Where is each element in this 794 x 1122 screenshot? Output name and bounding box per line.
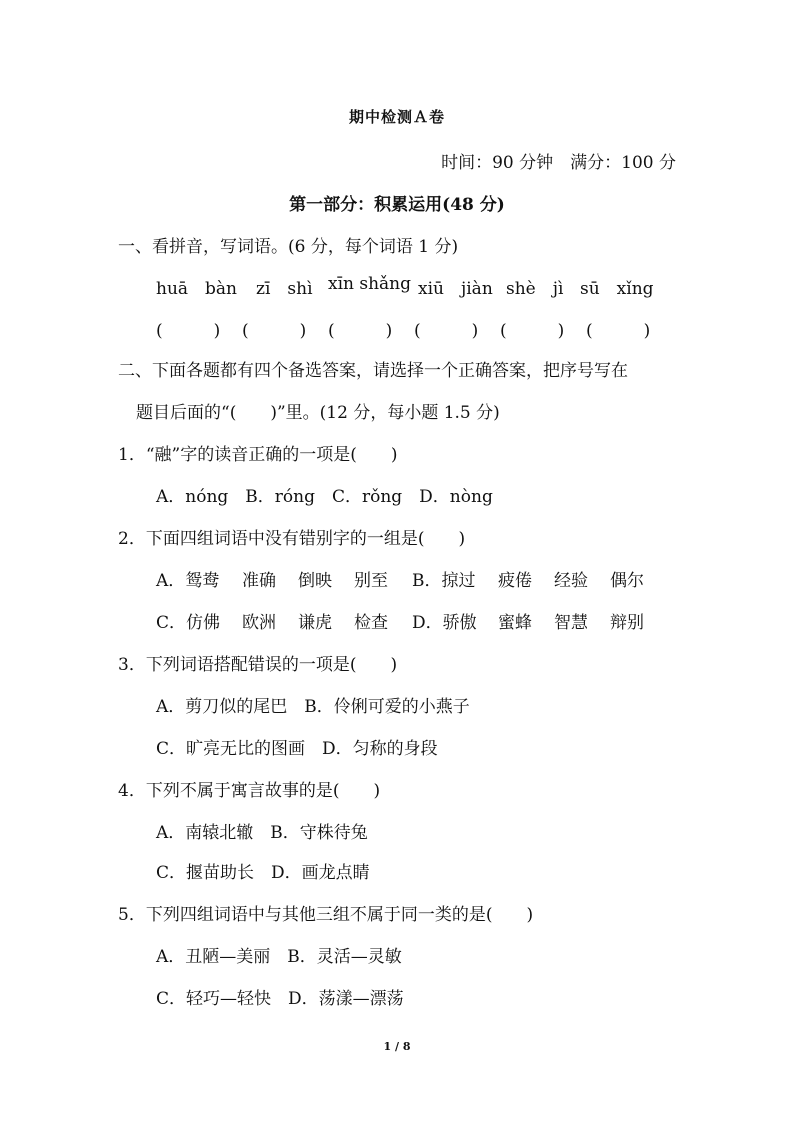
- pinyin-item: huā bàn: [156, 279, 237, 299]
- item-5-options-row2: C．轻巧—轻快 D．荡漾—漂荡: [156, 989, 404, 1009]
- question-2-stem-line1: 二、下面各题都有四个备选答案，请选择一个正确答案，把序号写在: [118, 361, 628, 381]
- pinyin-row: [0, 274, 794, 299]
- item-1-stem: 1．“融”字的读音正确的一项是( ): [118, 445, 398, 465]
- option-word: 经验: [554, 571, 588, 591]
- question-1-stem: 一、看拼音，写词语。(6 分，每个词语 1 分): [118, 237, 459, 257]
- page-number: 1 / 8: [383, 1040, 411, 1053]
- question-2-stem-line2: 题目后面的“( )”里。(12 分，每小题 1.5 分): [136, 403, 500, 423]
- option-word: 准确: [242, 571, 276, 591]
- answer-blank[interactable]: ( ): [414, 321, 479, 341]
- pinyin-item: xīn shǎng: [328, 274, 412, 294]
- option-word: D．骄傲: [412, 613, 477, 633]
- item-2-options-row2: [0, 608, 794, 633]
- option-word: 别至: [354, 571, 388, 591]
- option-word: 辩别: [610, 613, 644, 633]
- answer-blanks-row: [0, 316, 794, 341]
- page-title: 期中检测Ａ卷: [348, 108, 445, 126]
- item-5-stem: 5．下列四组词语中与其他三组不属于同一类的是( ): [118, 905, 534, 925]
- option-word: 蜜蜂: [498, 613, 532, 633]
- option-word: 谦虎: [298, 613, 332, 633]
- answer-blank[interactable]: ( ): [242, 321, 307, 341]
- item-3-options-row2: C．旷亮无比的图画 D．匀称的身段: [156, 739, 438, 759]
- item-5-options-row1: A．丑陋—美丽 B．灵活—灵敏: [156, 947, 402, 967]
- option-word: 检查: [354, 613, 388, 633]
- pinyin-item: zī shì: [256, 279, 313, 299]
- item-1-options: A．nóng B．róng C．rǒng D．nòng: [156, 487, 493, 507]
- exam-meta: 时间：90 分钟 满分：100 分: [441, 153, 676, 173]
- item-2-options-row1: [0, 566, 794, 591]
- pinyin-item: sū xǐng: [580, 279, 654, 299]
- section-title: 第一部分：积累运用(48 分): [289, 195, 505, 215]
- answer-blank[interactable]: ( ): [328, 321, 393, 341]
- item-2-stem: 2．下面四组词语中没有错别字的一组是( ): [118, 529, 466, 549]
- item-4-stem: 4．下列不属于寓言故事的是( ): [118, 781, 381, 801]
- item-4-options-row2: C．揠苗助长 D．画龙点睛: [156, 863, 370, 883]
- pinyin-item: shè jì: [506, 279, 564, 299]
- item-3-options-row1: A．剪刀似的尾巴 B．伶俐可爱的小燕子: [156, 697, 470, 717]
- answer-blank[interactable]: ( ): [156, 321, 221, 341]
- option-word: 偶尔: [610, 571, 644, 591]
- option-word: C．仿佛: [156, 613, 221, 633]
- answer-blank[interactable]: ( ): [500, 321, 565, 341]
- item-4-options-row1: A．南辕北辙 B．守株待兔: [156, 823, 368, 843]
- option-word: B．掠过: [412, 571, 476, 591]
- option-word: A．鸳鸯: [156, 571, 220, 591]
- option-word: 疲倦: [498, 571, 532, 591]
- option-word: 倒映: [298, 571, 332, 591]
- answer-blank[interactable]: ( ): [586, 321, 651, 341]
- option-word: 欧洲: [242, 613, 276, 633]
- item-3-stem: 3．下列词语搭配错误的一项是( ): [118, 655, 398, 675]
- pinyin-item: xiū jiàn: [418, 279, 493, 299]
- option-word: 智慧: [554, 613, 588, 633]
